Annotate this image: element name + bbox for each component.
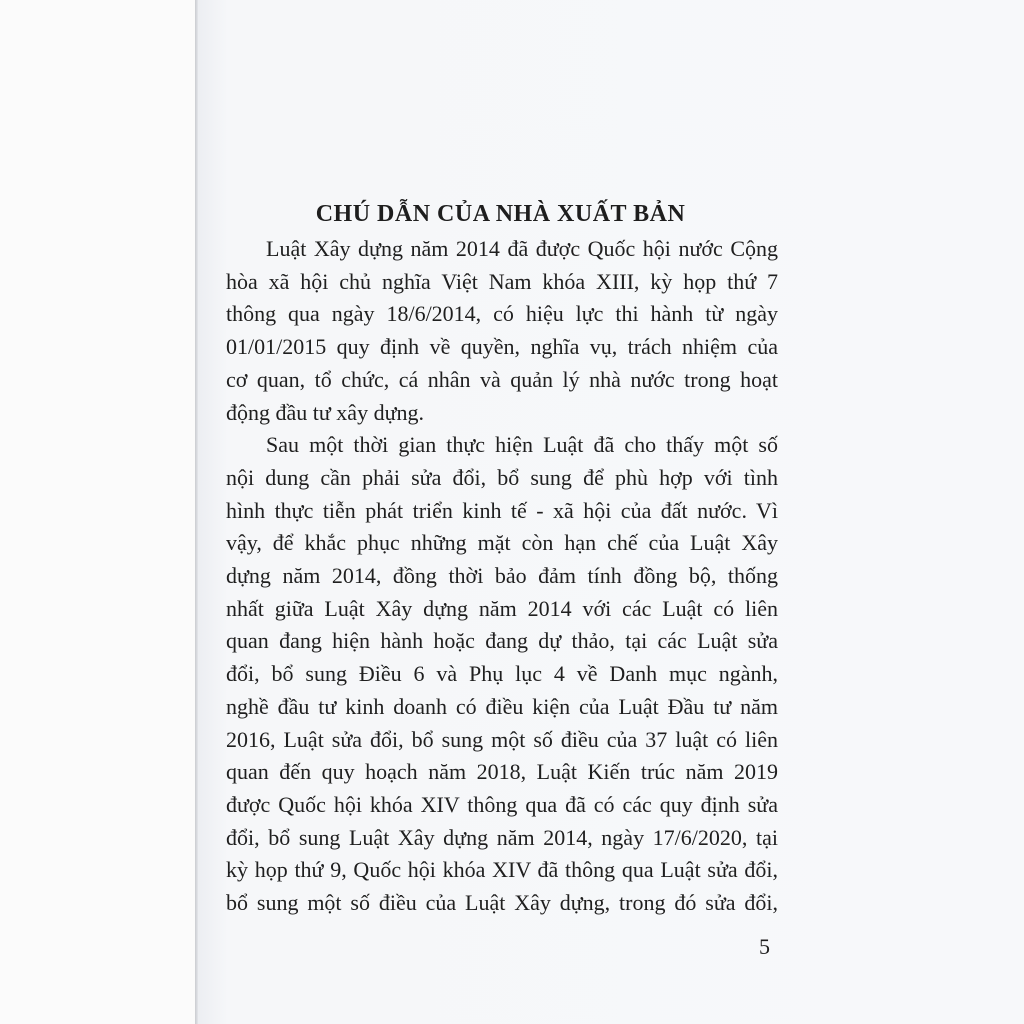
text-line: dựng năm 2014, đồng thời bảo đảm tính đồng bộ, thống — [226, 563, 778, 589]
text-line: vậy, để khắc phục những mặt còn hạn chế của Luật Xây — [226, 530, 778, 556]
text-line: nghề đầu tư kinh doanh có điều kiện của Luật Đầu tư năm — [226, 693, 778, 719]
page-title: CHÚ DẪN CỦA NHÀ XUẤT BẢN — [315, 201, 686, 227]
text-line: hình thực tiễn phát triển kinh tế - xã hội của đất nước. Vì — [226, 497, 778, 523]
text-line: kỳ họp thứ 9, Quốc hội khóa XIV đã thông qua Luật sửa đổi, — [226, 857, 778, 883]
text-line: đổi, bổ sung Điều 6 và Phụ lục 4 về Danh mục ngành, — [226, 661, 778, 687]
bleed-through-area — [258, 90, 818, 123]
text-line: hòa xã hội chủ nghĩa Việt Nam khóa XIII, kỳ họp thứ 7 — [226, 268, 778, 294]
text-line: nhất giữa Luật Xây dựng năm 2014 với các Luật có liên — [226, 595, 778, 621]
text-line: Luật Xây dựng năm 2014 đã được Quốc hội nước Cộng — [266, 236, 778, 261]
text-line: 2016, Luật sửa đổi, bổ sung một số điều của 37 luật có liên — [226, 726, 778, 752]
scan-margin — [0, 0, 196, 1024]
text-line: được Quốc hội khóa XIV thông qua đã có các quy định sửa — [226, 791, 778, 817]
text-line: đổi, bổ sung Luật Xây dựng năm 2014, ngày 17/6/2020, tại — [226, 824, 778, 850]
text-line: quan đến quy hoạch năm 2018, Luật Kiến trúc năm 2019 — [226, 759, 778, 785]
text-line: thông qua ngày 18/6/2014, có hiệu lực thi hành từ ngày — [226, 301, 778, 327]
text-line: quan đang hiện hành hoặc đang dự thảo, tại các Luật sửa — [226, 628, 778, 654]
body-text — [226, 233, 778, 920]
page-edge — [195, 0, 198, 1024]
text-line: Sau một thời gian thực hiện Luật đã cho thấy một số — [266, 432, 778, 458]
text-line: 01/01/2015 quy định về quyền, nghĩa vụ, trách nhiệm của — [226, 334, 778, 360]
text-line: bổ sung một số điều của Luật Xây dựng, trong đó sửa đổi, — [226, 890, 778, 916]
page-number: 5 — [759, 934, 770, 959]
text-line: động đầu tư xây dựng. — [226, 399, 424, 425]
text-line: nội dung cần phải sửa đổi, bổ sung để phù hợp với tình — [226, 464, 778, 490]
text-line: cơ quan, tổ chức, cá nhân và quản lý nhà nước trong hoạt — [226, 366, 778, 392]
